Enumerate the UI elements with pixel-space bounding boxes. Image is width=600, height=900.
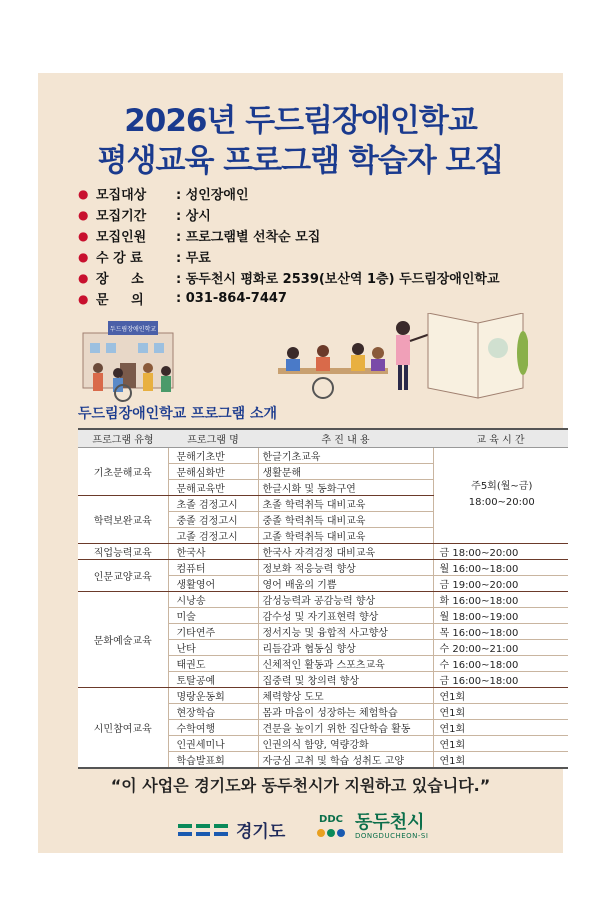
program-time: 화 16:00~18:00: [433, 591, 568, 607]
table-row: [78, 591, 568, 607]
program-content: 한글기초교육: [258, 447, 433, 463]
program-content: 고졸 학력취득 대비교육: [258, 527, 433, 543]
info-row: [78, 183, 558, 204]
dongducheon-mark-icon: [313, 811, 349, 843]
program-content: 리듬감과 협동심 향상: [258, 639, 433, 655]
program-name: 수학여행: [168, 719, 258, 735]
program-content: 중졸 학력취득 대비교육: [258, 511, 433, 527]
program-name: 명랑운동회: [168, 687, 258, 703]
bullet-icon: ●: [78, 207, 89, 222]
program-time: 금 18:00~20:00: [433, 543, 568, 559]
program-content: 정서지능 및 융합적 사고향상: [258, 623, 433, 639]
info-value: : 성인장애인: [176, 188, 249, 203]
program-content: 정보화 적응능력 향상: [258, 559, 433, 575]
bullet-icon: ●: [78, 291, 89, 306]
category-cell: 직업능력교육: [78, 543, 168, 559]
program-time: 금 19:00~20:00: [433, 575, 568, 591]
program-content: 생활문해: [258, 463, 433, 479]
category-cell: 학력보완교육: [78, 495, 168, 543]
program-name: 문해기초반: [168, 447, 258, 463]
header-type: 프로그램 유형: [78, 429, 168, 447]
program-table: [78, 428, 568, 769]
program-content: 집중력 및 창의력 향상: [258, 671, 433, 687]
dongducheon-text: [355, 814, 428, 840]
info-row: [78, 204, 558, 225]
info-label: 장 소: [96, 272, 144, 287]
program-name: 생활영어: [168, 575, 258, 591]
program-content: 인권의식 함양, 역량강화: [258, 735, 433, 751]
gyeonggi-name: 경기도: [236, 822, 286, 842]
category-cell: 인문교양교육: [78, 559, 168, 591]
gyeonggi-logo: [178, 817, 285, 842]
dongducheon-logo: [313, 811, 428, 843]
info-value: : 031-864-7447: [176, 291, 287, 306]
program-content: 신체적인 활동과 스포츠교육: [258, 655, 433, 671]
info-row: [78, 225, 558, 246]
bullet-icon: ●: [78, 249, 89, 264]
program-name: 기타연주: [168, 623, 258, 639]
program-content: 한글시화 및 동화구연: [258, 479, 433, 495]
info-value: : 동두천시 평화로 2539(보산역 1층) 두드림장애인학교: [176, 272, 500, 287]
info-value: : 무료: [176, 251, 211, 266]
program-name: 초졸 검정고시: [168, 495, 258, 511]
category-cell: 문화예술교육: [78, 591, 168, 687]
program-time: 금 16:00~18:00: [433, 671, 568, 687]
book-icon: [428, 313, 523, 398]
program-content: 감성능력과 공감능력 향상: [258, 591, 433, 607]
program-name: 문해교육반: [168, 479, 258, 495]
program-time: 연1회: [433, 719, 568, 735]
time-hours: 18:00~20:00: [468, 497, 535, 508]
program-name: 인권세미나: [168, 735, 258, 751]
header-name: 프로그램 명: [168, 429, 258, 447]
gyeonggi-mark-icon: [178, 821, 230, 839]
program-name: 시낭송: [168, 591, 258, 607]
dongducheon-name-en: DONGDUCHEON-SI: [355, 832, 429, 840]
program-time: 연1회: [433, 751, 568, 768]
time-days: 주5회(월~금): [471, 481, 533, 492]
info-row: [78, 288, 558, 309]
info-row: [78, 267, 558, 288]
program-name: 고졸 검정고시: [168, 527, 258, 543]
header-time: 교 육 시 간: [433, 429, 568, 447]
merged-time-cell: [433, 447, 568, 543]
ddc-mark-text: DDC: [319, 814, 343, 825]
program-name: 한국사: [168, 543, 258, 559]
program-name: 컴퓨터: [168, 559, 258, 575]
info-value: : 프로그램별 선착순 모집: [176, 230, 321, 245]
program-time: 목 16:00~18:00: [433, 623, 568, 639]
table-row: [78, 543, 568, 559]
info-label: 모집대상: [96, 188, 147, 203]
program-name: 현장학습: [168, 703, 258, 719]
title-line-1: 2026년 두드림장애인학교: [124, 103, 477, 139]
building-sign: 두드림장애인학교: [109, 326, 157, 333]
program-name: 토탈공예: [168, 671, 258, 687]
bullet-icon: ●: [78, 186, 89, 201]
program-name: 학습발표회: [168, 751, 258, 768]
program-name: 미술: [168, 607, 258, 623]
bullet-icon: ●: [78, 270, 89, 285]
info-label: 모집인원: [96, 230, 147, 245]
program-name: 태권도: [168, 655, 258, 671]
recruitment-info: [78, 183, 558, 309]
program-content: 한국사 자격검정 대비교육: [258, 543, 433, 559]
program-name: 중졸 검정고시: [168, 511, 258, 527]
teacher-icon: [396, 321, 433, 390]
program-time: 수 16:00~18:00: [433, 655, 568, 671]
table-row: [78, 447, 568, 463]
category-cell: 기초문해교육: [78, 447, 168, 495]
bullet-icon: ●: [78, 228, 89, 243]
title-line-2: 평생교육 프로그램 학습자 모집: [97, 143, 504, 179]
info-label: 수 강 료: [96, 251, 143, 266]
program-content: 체력향상 도모: [258, 687, 433, 703]
info-label: 모집기간: [96, 209, 147, 224]
program-content: 초졸 학력취득 대비교육: [258, 495, 433, 511]
info-label: 문 의: [96, 293, 144, 308]
info-value: : 상시: [176, 209, 211, 224]
sponsor-logos: [38, 811, 563, 851]
program-name: 문해심화반: [168, 463, 258, 479]
info-row: [78, 246, 558, 267]
section-title: 두드림장애인학교 프로그램 소개: [78, 406, 278, 422]
program-time: 월 16:00~18:00: [433, 559, 568, 575]
dongducheon-name: 동두천시: [355, 812, 425, 833]
program-time: 연1회: [433, 735, 568, 751]
program-content: 자긍심 고취 및 학습 성취도 고양: [258, 751, 433, 768]
table-header-row: [78, 429, 568, 447]
program-table-wrap: [78, 428, 568, 769]
program-time: 연1회: [433, 703, 568, 719]
support-notice: “이 사업은 경기도와 동두천시가 지원하고 있습니다.”: [110, 776, 491, 795]
table-row: [78, 559, 568, 575]
category-cell: 시민참여교육: [78, 687, 168, 768]
program-content: 영어 배움의 기쁨: [258, 575, 433, 591]
table-row: [78, 687, 568, 703]
program-content: 몸과 마음이 성장하는 체험학습: [258, 703, 433, 719]
classroom-icon: [278, 343, 388, 398]
program-time: 연1회: [433, 687, 568, 703]
poster: [38, 73, 563, 853]
header-content: 추 진 내 용: [258, 429, 433, 447]
program-content: 감수성 및 자기표현력 향상: [258, 607, 433, 623]
program-name: 난타: [168, 639, 258, 655]
program-content: 견문을 높이기 위한 집단학습 활동: [258, 719, 433, 735]
illustration: [78, 313, 528, 403]
program-time: 월 18:00~19:00: [433, 607, 568, 623]
program-time: 수 20:00~21:00: [433, 639, 568, 655]
